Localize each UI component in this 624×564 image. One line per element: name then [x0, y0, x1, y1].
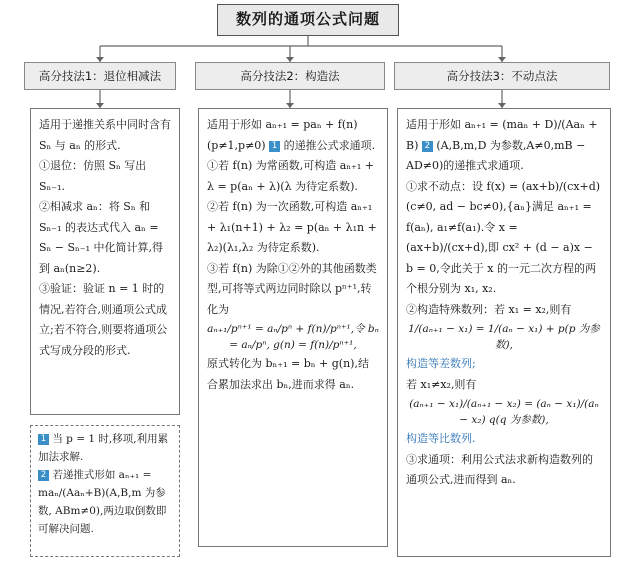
col3-step-fixed-point: ①求不动点：设 f(x) = (ax+b)/(cx+d) (c≠0, ad − bc≠0),{aₙ}满足 aₙ₊₁ = f(aₙ), a₁≠f(a₁).令 x = (ax+b)/(cx+d),即 cx² + (d − a)x − b = 0,令此关于 x 的一元二次方程的两个根分别为 x₁, x₂.	[406, 179, 601, 295]
note-item-1-text: 当 p = 1 时,移项,利用累加法求解.	[38, 433, 169, 463]
col1-step-verify: ③验证：验证 n = 1 时的情况,若符合,则通项公式成立;若不符合,则要将通项公式写成分段的形式.	[39, 282, 168, 357]
col2-case-other: ③若 f(n) 为除①②外的其他函数类型,可将等式两边同时除以 pⁿ⁺¹,转化为	[207, 261, 377, 316]
note-item-2	[38, 466, 172, 538]
col2-case-linear: ②若 f(n) 为一次函数,可构造 aₙ₊₁ + λ₁(n+1) + λ₂ = p(aₙ + λ₁n + λ₂)(λ₁,λ₂ 为待定系数).	[207, 200, 377, 254]
col3-intro	[406, 115, 602, 177]
col3-step-general-term: ③求通项：利用公式法求新构造数列的通项公式,进而得到 aₙ.	[406, 452, 593, 486]
col1-step-retreat: ①退位：仿照 Sₙ 写出Sₙ₋₁.	[39, 159, 147, 193]
col2-intro	[207, 115, 379, 156]
diagram-title: 数列的通项公式问题	[217, 4, 399, 36]
note-tag-2-icon: 2	[38, 470, 49, 481]
col2-case-other-tail: 原式转化为 bₙ₊₁ = bₙ + g(n),结合累加法求出 bₙ,进而求得 aₙ.	[207, 357, 369, 391]
panel-construction-method	[198, 108, 388, 547]
col3-step-construct-b: 若 x₁≠x₂,则有	[406, 377, 477, 391]
panel-subtraction-method	[30, 108, 180, 415]
col2-tag-icon: 1	[269, 141, 280, 152]
col3-step-construct-a-formula: 1/(aₙ₊₁ − x₁) = 1/(aₙ − x₁) + p(p 为参数),	[408, 323, 600, 351]
note-tag-1-icon: 1	[38, 434, 49, 445]
col3-intro-text: 适用于形如 aₙ₊₁ = (maₙ + D)/(Aaₙ + B)	[406, 118, 598, 152]
header-technique-2: 高分技法2：构造法	[195, 62, 385, 90]
col3-intro-tail: (A,B,m,D 为参数,A≠0,mB − AD≠0)的递推式求通项.	[406, 138, 586, 172]
col3-step-construct-a-tail: 构造等差数列;	[406, 357, 476, 370]
col2-intro-tail: 的递推公式求通项.	[283, 138, 376, 152]
col3-tag-icon: 2	[422, 141, 433, 152]
note-box	[30, 425, 180, 557]
panel-fixed-point-method	[397, 108, 611, 557]
col1-step-subtract: ②相减求 aₙ：将 Sₙ 和 Sₙ₋₁ 的表达式代入 aₙ = Sₙ − Sₙ₋₁ 中化简计算,得到 aₙ(n≥2).	[39, 200, 164, 275]
col2-case-constant: ①若 f(n) 为常函数,可构造 aₙ₊₁ + λ = p(aₙ + λ)(λ 为待定系数).	[207, 159, 374, 193]
col2-case-other-formula: aₙ₊₁/pⁿ⁺¹ = aₙ/pⁿ + f(n)/pⁿ⁺¹,令 bₙ = aₙ/pⁿ, g(n) = f(n)/pⁿ⁺¹,	[207, 323, 379, 351]
header-technique-3: 高分技法3：不动点法	[394, 62, 610, 90]
col2-intro-text: 适用于形如 aₙ₊₁ = paₙ + f(n)(p≠1,p≠0)	[207, 118, 358, 152]
col1-intro: 适用于递推关系中同时含有 Sₙ 与 aₙ 的形式.	[39, 118, 171, 152]
col3-step-construct-b-tail: 构造等比数列.	[406, 432, 476, 445]
col3-step-construct-b-formula: (aₙ₊₁ − x₁)/(aₙ₊₁ − x₂) = (aₙ − x₁)/(aₙ − x₂) q(q 为参数),	[409, 398, 599, 426]
col3-step-construct-a: ②构造特殊数列：若 x₁ = x₂,则有	[406, 302, 572, 316]
note-item-1	[38, 430, 172, 466]
header-technique-1: 高分技法1：退位相减法	[24, 62, 176, 90]
note-item-2-text: 若递推式形如 aₙ₊₁ = maₙ/(Aaₙ+B)(A,B,m 为参数, ABm≠0),两边取倒数即可解决问题.	[38, 469, 167, 535]
